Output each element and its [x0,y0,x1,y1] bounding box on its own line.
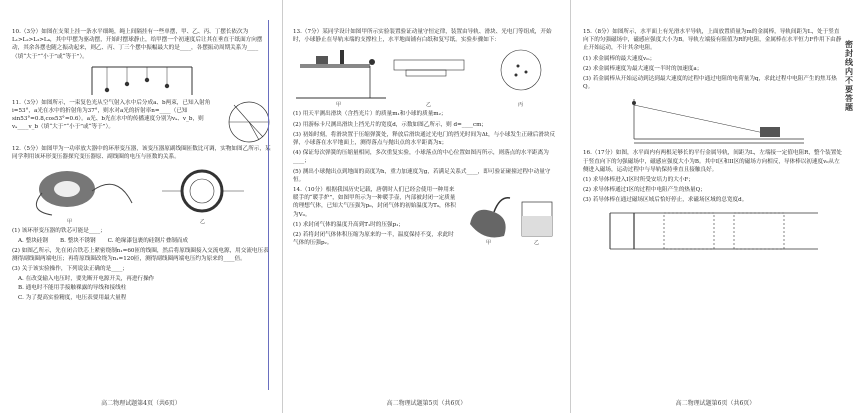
question-13-1: (1) 用天平测出滑块（含挡光片）的质量m₁和小球的质量m₂； [293,111,447,118]
question-11: 11.（3分）如图所示，一束复色光从空气射入水中后分成a、b两束，已知入射角i=53°，a光在水中的折射角为37°，则水对a光的折射率n=____（已知sin53°=0.8,cos53°=0.6）。a光、b光在水中的传播速度分别为vₐ、v_b，则vₐ____v_b（填“大于”“小于”或“等于”）。 [12,99,211,131]
question-12-3: (3) 关于该实验操作，下列说法正确的是____； [12,266,128,273]
page-footer: 高二物理试题第6页（共6页） [675,400,756,407]
question-15: 15.（8分）如图所示，水平面上有光滑水平导轨，上面放置质量为m的金属棒，导轨间距为L，处于竖直向下的匀强磁场中，磁感应强度大小为B。导轨左端接有阻值为R的电阻，金属棒在水平恒力F作用下由静止开始运动，不计其余电阻。 [583,29,842,52]
question-16-2: (2) 求导体棒通过I区的过程中电阻产生的热量Q； [583,187,706,194]
transformer-diagram [22,163,262,225]
exam-page-6 [570,0,860,413]
label-yi: 乙 [534,240,540,247]
magnetic-region-diagram [604,207,824,257]
label-yi: 乙 [425,102,431,109]
momentum-apparatus-diagram [296,46,558,108]
question-14-1: (1) 求封闭气体的温度升高到T₁时的压强p₁； [293,221,404,228]
exam-page-4 [0,0,282,413]
option-3c: C. 为了提高实验精度，电压表要用最大量程 [18,294,127,301]
option-3a: A. 在改变输入电压时，要先断开电源开关，再进行操作 [18,276,155,283]
exam-page-5 [282,0,570,413]
question-12: 12.（5分）如图甲为一功率放大器中的环形变压器，该变压器原副线圈匝数比可调，实物如图乙所示，某同学利用该环形变压器探究变压器原、副线圈的电压与匝数的关系。 [12,145,271,161]
question-15-1: (1) 求金属棒的最大速度vₘ； [583,55,656,62]
question-13: 13.（7分）某同学设计如图甲所示实验装置验证动量守恒定律，装置由导轨、滑块、光电门等组成，开始时，小球静止在导轨末端的支撑柱上，水平地面铺有白纸和复写纸。实验步骤如下： [293,29,552,44]
label-bing: 丙 [517,102,523,109]
question-12-1: (1) 该环形变压器的铁芯可能是____； [12,228,106,235]
question-13-5: (5) 测出小球抛出点到地面的高度为h，重力加速度为g，若满足关系式____，即可验证碰撞过程中动量守恒。 [293,168,551,183]
label-jia: 甲 [335,102,341,109]
option-3b: B. 通电时不能用手接触裸露的导线和接线柱 [18,285,127,292]
question-14-2: (2) 若将封闭气体体积压缩为原来的一半，温度保持不变，求此时气体的压强p₂。 [293,232,454,247]
hand-warmer-diagram [464,186,560,246]
question-13-4: (4) 保证每次弹簧的压缩量相同，多次重复实验，小球落点的中心位置如图丙所示，则落点的水平距离为____； [293,150,549,165]
page-footer: 高二物理试题第5页（共6页） [386,400,467,407]
rod-on-rails-diagram [614,93,814,147]
pendulum-diagram [87,63,197,97]
question-15-3: (3) 若金属棒从开始运动到达到最大速度的过程中通过电阻的电荷量为q，求此过程中电阻产生的焦耳热Q。 [583,76,837,91]
page-footer: 高二物理试题第4页（共6页） [101,400,181,407]
binding-warning-text: 密封线内不要答题 [845,39,853,112]
option-b: B. 整块不锈钢 [59,238,96,245]
label-jia: 甲 [67,219,73,226]
question-16-3: (3) 若导体棒在通过磁场区域后恰好停止，求磁场区域的总宽度d。 [583,197,748,204]
label-yi: 乙 [200,219,206,226]
question-15-2: (2) 求金属棒速度为最大速度一半时的加速度a； [583,65,703,72]
option-a: A. 整块硅钢 [18,238,48,245]
question-14: 14.（10分）根据我国历史记载，唐朝时人们已经会使用一种用来暖手的“暖手炉”，如图甲所示为一种暖手壶，内部被封闭一定质量的理想气体，已知大气压强为p₀，封闭气体的初始温度为T₀，体积为V₀。 [293,187,456,218]
binding-margin-line [268,20,269,390]
refraction-diagram [226,99,272,145]
question-13-2: (2) 用游标卡尺测出滑块上挡光片的宽度d，示数如图乙所示，则 d=____cm； [293,121,487,128]
question-13-3: (3) 初始时刻，将滑块置于压缩弹簧处，释放后滑块通过光电门的挡光时间为Δt，与小球发生正碰后滑块反弹，小球落在水平地面上，测得落点与抛出点的水平距离为x； [293,131,556,147]
question-16-1: (1) 求导体棒进入I区时所受安培力的大小F； [583,177,694,184]
question-16: 16.（17分）如图，水平面内有两根足够长的平行金属导轨，间距为L，左端接一定值电阻R，整个装置处于竖直向下的匀强磁场中，磁感应强度大小为B。其中I区和II区的磁场方向相反，导体棒以初速度v₀从左侧进入磁场，运动过程中与导轨保持垂直且接触良好。 [583,150,842,173]
option-c: C. 绝缘漆包裹的硅钢片叠制而成 [107,238,188,245]
label-jia: 甲 [486,240,492,247]
question-10: 10.（3分）如图在支架上挂一条水平细绳，绳上间隔挂有一些单摆，甲、乙、丙、丁摆长依次为L₁>L₂>L₃>L₄，其中甲摆为驱动摆，开始时摆球静止，给甲摆一个初速度后让其在垂直于纸面方向摆动，其余各摆也随之振动起来，则乙、丙、丁三个摆中振幅最大的是____，各摆振动周期关系为____（填“大于”“小于”或“等于”）。 [12,29,263,60]
question-12-2: (2) 如图乙所示，先在闭合铁芯上紧密绕制n₁=60匝的线圈，然后将原线圈接入交流电源，用交流电压表测得副线圈两端电压；再将原线圈改绕为n₁=120匝，测得副线圈两端电压约为原来的____倍。 [12,247,269,262]
